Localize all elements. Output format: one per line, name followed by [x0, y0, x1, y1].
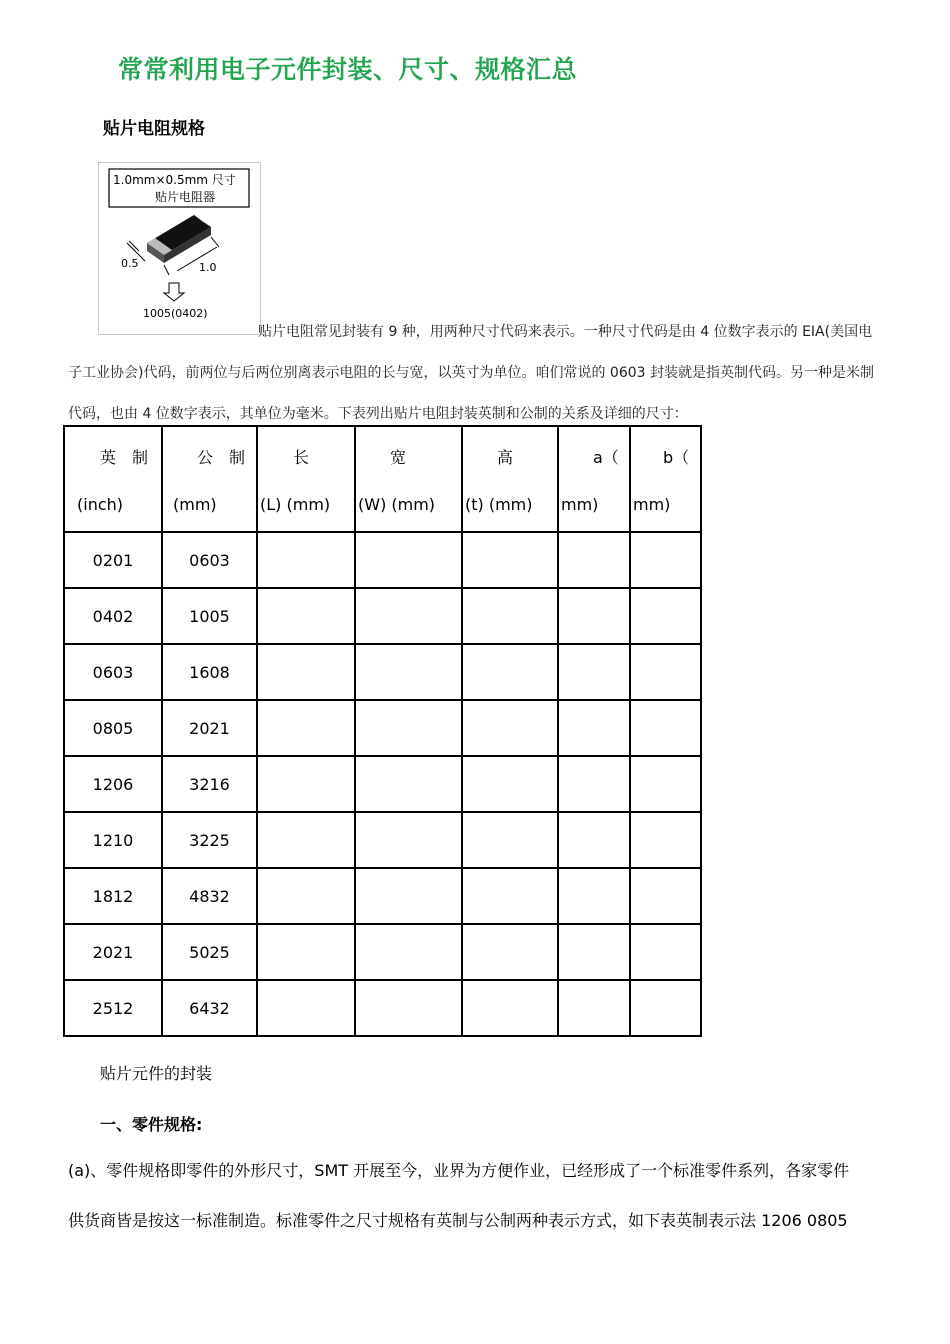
cell-empty	[257, 588, 355, 644]
cell-empty	[355, 644, 462, 700]
cell-inch: 0603	[64, 644, 162, 700]
cell-empty	[630, 644, 701, 700]
table-row	[64, 588, 701, 644]
cell-mm: 5025	[162, 924, 257, 980]
cell-empty	[257, 756, 355, 812]
cell-empty	[355, 756, 462, 812]
arrow-down-icon	[164, 283, 184, 301]
cell-empty	[462, 756, 558, 812]
cell-mm: 0603	[162, 532, 257, 588]
cell-empty	[355, 868, 462, 924]
parts-line-1: (a)、零件规格即零件的外形尺寸，SMT 开展至今，业界为方便作业，已经形成了一个标准零件系列，各家零件	[68, 1161, 850, 1180]
cell-mm: 3216	[162, 756, 257, 812]
cell-inch: 1206	[64, 756, 162, 812]
cell-mm: 1608	[162, 644, 257, 700]
header-cell-a: a（ mm)	[558, 426, 630, 532]
table-row	[64, 980, 701, 1036]
cell-inch: 2021	[64, 924, 162, 980]
cell-empty	[558, 644, 630, 700]
smd-package-caption: 贴片元件的封装	[100, 1064, 213, 1083]
cell-empty	[630, 868, 701, 924]
cell-empty	[462, 700, 558, 756]
table-row	[64, 924, 701, 980]
header-cell-b: b（ mm)	[630, 426, 701, 532]
intro-line-2: 子工业协会)代码，前两位与后两位别离表示电阻的长与宽，以英寸为单位。咱们常说的 0603 封装就是指英制代码。另一种是米制	[68, 365, 874, 381]
cell-inch: 1812	[64, 868, 162, 924]
table-row	[64, 644, 701, 700]
cell-inch: 0402	[64, 588, 162, 644]
cell-empty	[355, 588, 462, 644]
table-header-row	[64, 426, 701, 532]
cell-empty	[630, 812, 701, 868]
cell-empty	[462, 980, 558, 1036]
cell-empty	[558, 812, 630, 868]
cell-empty	[630, 532, 701, 588]
table-row	[64, 532, 701, 588]
cell-inch: 1210	[64, 812, 162, 868]
intro-paragraph	[68, 312, 888, 435]
cell-empty	[558, 700, 630, 756]
resistor-size-table	[63, 425, 702, 1037]
cell-mm: 6432	[162, 980, 257, 1036]
cell-empty	[558, 924, 630, 980]
header-cell-inch: 英 制 (inch)	[64, 426, 162, 532]
resistor-diagram	[99, 163, 260, 334]
cell-empty	[462, 532, 558, 588]
table-row	[64, 812, 701, 868]
header-cell-height: 高 (t) (mm)	[462, 426, 558, 532]
parts-line-2: 供货商皆是按这一标准制造。标准零件之尺寸规格有英制与公制两种表示方式，如下表英制表示法 1206 0805	[68, 1211, 848, 1230]
cell-empty	[355, 532, 462, 588]
intro-line-1: 贴片电阻常见封装有 9 种，用两种尺寸代码来表示。一种尺寸代码是由 4 位数字表示的 EIA(美国电	[258, 324, 873, 340]
cell-empty	[558, 980, 630, 1036]
table-row	[64, 700, 701, 756]
cell-empty	[462, 588, 558, 644]
cell-empty	[462, 644, 558, 700]
dim-width-label: 0.5	[121, 257, 139, 270]
cell-empty	[257, 700, 355, 756]
cell-empty	[630, 924, 701, 980]
cell-empty	[630, 588, 701, 644]
table-row	[64, 868, 701, 924]
cell-empty	[257, 924, 355, 980]
table-row	[64, 756, 701, 812]
cell-mm: 1005	[162, 588, 257, 644]
cell-empty	[462, 868, 558, 924]
header-cell-width: 宽 (W) (mm)	[355, 426, 462, 532]
resistor-figure	[98, 162, 261, 335]
cell-inch: 0805	[64, 700, 162, 756]
section-heading-resistor: 贴片电阻规格	[103, 119, 205, 139]
cell-empty	[257, 532, 355, 588]
cell-empty	[558, 532, 630, 588]
header-cell-length: 长 (L) (mm)	[257, 426, 355, 532]
section-heading-parts: 一、零件规格:	[100, 1115, 203, 1134]
figure-code: 1005(0402)	[143, 307, 208, 320]
cell-empty	[558, 588, 630, 644]
cell-empty	[355, 812, 462, 868]
cell-inch: 2512	[64, 980, 162, 1036]
cell-empty	[257, 812, 355, 868]
figure-label-line2: 贴片电阻器	[155, 190, 216, 204]
cell-empty	[630, 700, 701, 756]
cell-empty	[257, 644, 355, 700]
page-title: 常常利用电子元件封装、尺寸、规格汇总	[118, 55, 578, 84]
cell-mm: 2021	[162, 700, 257, 756]
header-cell-mm: 公 制 (mm)	[162, 426, 257, 532]
cell-empty	[355, 924, 462, 980]
cell-empty	[355, 980, 462, 1036]
cell-mm: 4832	[162, 868, 257, 924]
cell-mm: 3225	[162, 812, 257, 868]
cell-empty	[355, 700, 462, 756]
cell-empty	[462, 812, 558, 868]
cell-empty	[257, 980, 355, 1036]
dim-length-label: 1.0	[199, 261, 217, 274]
cell-empty	[558, 756, 630, 812]
cell-inch: 0201	[64, 532, 162, 588]
figure-label-line1: 1.0mm×0.5mm 尺寸	[113, 173, 236, 187]
cell-empty	[257, 868, 355, 924]
intro-line-3: 代码，也由 4 位数字表示，其单位为毫米。下表列出贴片电阻封装英制和公制的关系及详细的尺寸：	[68, 406, 688, 422]
cell-empty	[462, 924, 558, 980]
cell-empty	[630, 756, 701, 812]
cell-empty	[558, 868, 630, 924]
parts-paragraph	[68, 1146, 893, 1246]
cell-empty	[630, 980, 701, 1036]
